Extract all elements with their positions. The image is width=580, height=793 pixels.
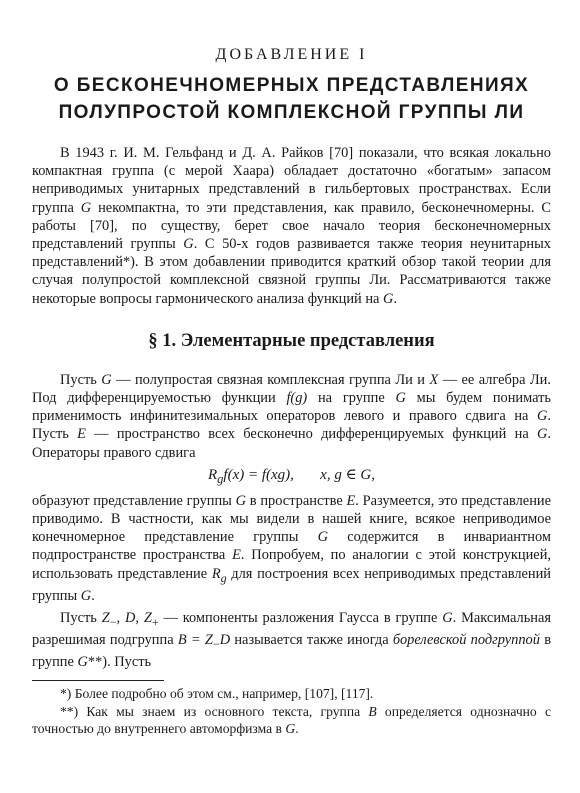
- formula-right-shift: $R_gf(x) = f(xg)$, x, g ∈ G,: [207, 466, 376, 486]
- title-line-1: О БЕСКОНЕЧНОМЕРНЫХ ПРЕДСТАВЛЕНИЯХ: [53, 75, 530, 96]
- footnote-1: *) Более подробно об этом см., например, [107], [117].: [60, 686, 374, 702]
- paragraph-2: образуют представление группы G в пространстве E. Разумеется, это представление приводимо. В частности, как мы видели в нашей книге, всякое неприводимое конечномерное представление группы G содержится в инвариантном подпространстве пространства E. Попробуем, по аналогии с этой конструкцией, использовать представление $R_g$ для построения всех неприводимых представлений группы G.: [32, 492, 552, 604]
- page-title: [32, 72, 551, 126]
- section-number: § 1.: [148, 330, 177, 351]
- defined-term: борелевской подгруппой: [392, 632, 540, 649]
- footnote-2: **) Как мы знаем из основного текста, группа B определяется однозначно с точностью до внутреннего автоморфизма в G.: [32, 703, 551, 737]
- appendix-label: ДОБАВЛЕНИЕ I: [215, 46, 368, 63]
- section-title: Элементарные представления: [180, 330, 435, 351]
- section-heading: [32, 329, 551, 353]
- title-line-2: ПОЛУПРОСТОЙ КОМПЛЕКСНОЙ ГРУППЫ ЛИ: [58, 102, 525, 123]
- paragraph-1: Пусть G — полупростая связная комплексная группа Ли и X — ее алгебра Ли. Под дифференцируемостью функции f(g) на группе G мы будем понимать применимость инфинитезимальных операторов левого и правого сдвига на G. Пусть E — пространство всех бесконечно дифференцируемых функций на G. Операторы правого сдвига: [32, 371, 551, 461]
- footnote-divider: [32, 680, 164, 681]
- paragraph-3: Пусть $Z_-$, D, $Z_+$ — компоненты разложения Гаусса в группе G. Максимальная разрешимая подгруппа $B = Z_-D$ называется также иногда борелевской подгруппой в группе G**). Пусть: [32, 609, 552, 671]
- intro-paragraph: В 1943 г. И. М. Гельфанд и Д. А. Райков [70] показали, что всякая локально компактная группа (с мерой Хаара) обладает достаточно «богатым» запасом неприводимых унитарных представлений в гильбертовых пространствах. Если группа G некомпактна, то эти представления, как правило, бесконечномерны. С работы [70], по существу, берет свое начало теория бесконечномерных представлений группы G. С 50-х годов развивается также теория неунитарных представлений*). В этом добавлении приводится краткий обзор такой теории для случая полупростой комплексной связной группы Ли. Рассматриваются также некоторые вопросы гармонического анализа функций на G.: [32, 145, 551, 307]
